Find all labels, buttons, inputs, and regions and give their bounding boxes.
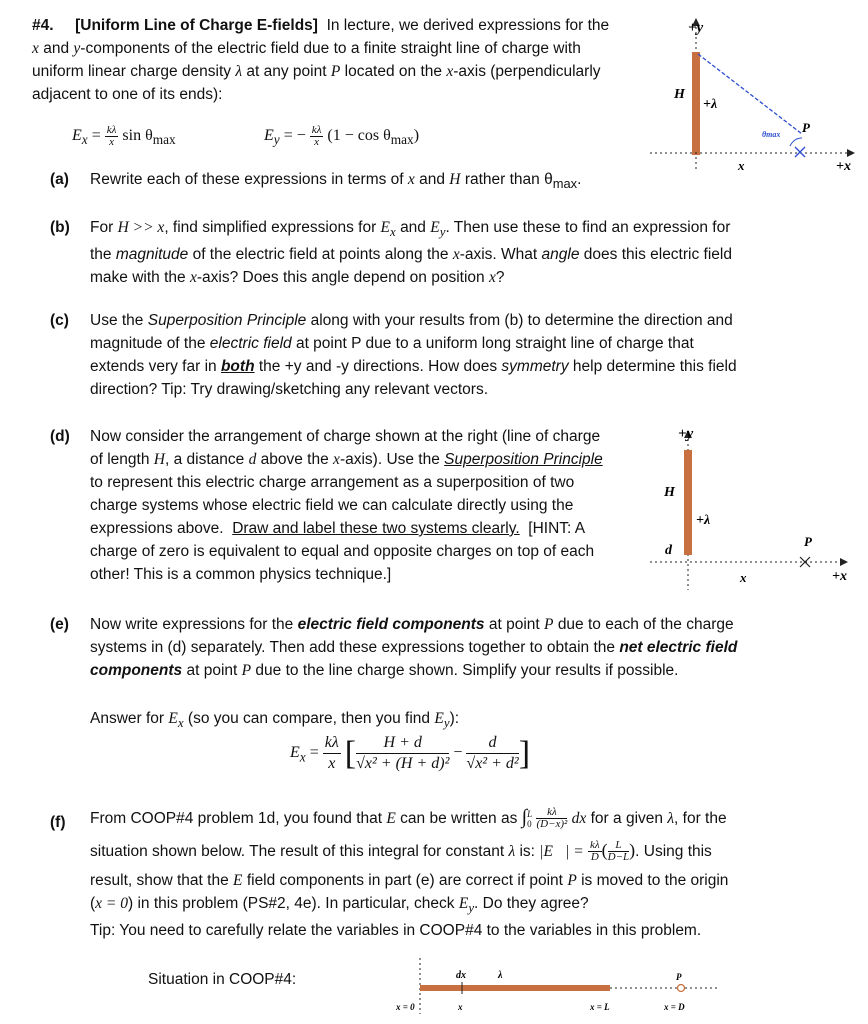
text: along with your results from (b) to determine the direction and (310, 312, 733, 329)
text: the (90, 246, 112, 264)
intro-text: and (43, 40, 70, 57)
fraction (105, 125, 119, 148)
text: to represent this electric charge arrangement as a superposition of two (90, 474, 575, 491)
text: can be written as (400, 810, 518, 827)
text: is: (519, 843, 535, 860)
text: Rewrite each of these expressions in terms of (90, 171, 404, 188)
text: help determine this field (572, 358, 737, 375)
part-a-text (90, 168, 830, 195)
var: y (73, 40, 81, 57)
text: other! This is a common physics technique.] (90, 566, 392, 583)
text: rather than θ (464, 171, 553, 188)
situation-label: Situation in COOP#4: (148, 971, 297, 988)
eq-symbol: E (290, 744, 300, 762)
part-e-label: (e) (50, 616, 69, 633)
text: , a distance (164, 451, 245, 468)
numerator: kλ (311, 123, 322, 136)
part-f-label: (f) (50, 814, 66, 831)
line-charge-rod (420, 985, 610, 991)
x-axis-arrow (847, 149, 855, 157)
sub: max (552, 176, 578, 192)
eq-symbol: max (152, 132, 176, 148)
equation-ex (72, 124, 176, 151)
text: magnitude (115, 246, 189, 264)
text: . (577, 171, 582, 188)
problem-title: [Uniform Line of Charge E-fields] (75, 17, 318, 34)
eq-symbol: E (72, 127, 82, 144)
eq-symbol: = (91, 127, 101, 144)
var: x (488, 269, 496, 287)
text: -axis. What (459, 246, 538, 264)
text: result, show that the (90, 872, 229, 889)
label-plus-lambda: +λ (703, 97, 718, 112)
text: Superposition Principle (444, 451, 603, 468)
text: Draw and label these two systems clearly. (232, 520, 520, 537)
part-b-label: (b) (50, 219, 70, 236)
text: at point (186, 662, 238, 679)
problem-number: #4. (32, 17, 54, 34)
var: E (380, 219, 391, 236)
eq-symbol: x (299, 749, 306, 765)
integral-limits (527, 809, 532, 829)
denominator: √x² + (H + d)² (356, 755, 450, 772)
intro-text: located on the (344, 63, 443, 80)
text: for a given (590, 810, 664, 827)
label-P: P (802, 120, 810, 135)
text: From COOP#4 problem 1d, you found that (90, 810, 383, 827)
text: Now consider the arrangement of charge shown at the right (line of charge (90, 428, 601, 445)
text: of the electric field at points along the (192, 246, 449, 264)
part-d-text (90, 425, 650, 586)
part-c-text (90, 309, 840, 401)
part-e-text (90, 613, 850, 682)
text: and (400, 219, 426, 236)
text: components (90, 662, 183, 679)
var: x (390, 224, 396, 240)
text: (so you can compare, then you find (187, 710, 431, 727)
label-d: d (665, 543, 672, 558)
eq-symbol: = (309, 744, 319, 762)
eq-symbol: max (390, 132, 414, 148)
var: λ (508, 843, 516, 860)
text: ? (495, 269, 505, 287)
fraction (323, 733, 341, 774)
label-H: H (664, 485, 675, 500)
var: H (153, 451, 165, 468)
text: Answer for (90, 710, 165, 727)
var: H (449, 171, 461, 188)
text: the +y and -y directions. How does (258, 358, 498, 375)
text: due to each of the charge (557, 616, 734, 633)
intro-text: In lecture, we derived expressions for the (326, 17, 610, 34)
denominator: x (328, 755, 336, 772)
x-axis-arrow (840, 558, 848, 566)
var: P (330, 63, 341, 80)
label-plus-y: +y (688, 20, 704, 36)
eq-symbol: x (81, 132, 88, 148)
fraction (310, 125, 324, 148)
diagram-line-charge-1 (650, 10, 860, 180)
var: x = 0 (95, 895, 129, 912)
text: ) in this problem (PS#2, 4e). In particular, check (128, 895, 455, 912)
text: direction? Tip: Try drawing/sketching any relevant vectors. (90, 381, 489, 398)
intro-text: -components of the electric field due to a finite straight line of charge with (80, 40, 581, 57)
text: above the (260, 451, 329, 468)
denominator: √x² + d² (466, 755, 519, 772)
var: x (446, 63, 454, 80)
part-f-text (90, 806, 860, 942)
label-theta-max: θmax (762, 130, 781, 139)
diagram-line-charge-2 (650, 420, 860, 595)
eq-symbol: ) (413, 127, 420, 144)
var: y (439, 224, 446, 240)
paren-left: ( (601, 840, 608, 860)
label-P: P (676, 972, 682, 982)
eq-symbol: = − (283, 127, 306, 144)
intro-text: adjacent to one of its ends): (32, 86, 223, 103)
denominator: (D−x)² (536, 818, 568, 831)
text: . Using this (635, 843, 712, 860)
text: electric field (209, 335, 292, 352)
eq-symbol: |E⃗| = (539, 843, 584, 860)
line-charge-rod (692, 52, 700, 155)
point-p (678, 985, 685, 992)
var: E (168, 710, 178, 727)
text: charge of zero is equivalent to equal and opposite charges on top of each (90, 543, 595, 560)
var: x (452, 246, 460, 264)
text: Now write expressions for the (90, 616, 294, 633)
numerator: kλ (536, 807, 567, 819)
numerator: d (466, 733, 518, 754)
text: extends very far in (90, 358, 217, 375)
var: E (430, 219, 440, 236)
intro-text: at any point (246, 63, 327, 80)
numerator: kλ (590, 839, 600, 852)
label-H: H (674, 87, 685, 102)
label-plus-x: +x (832, 569, 847, 584)
eq-symbol: (1 − cos θ (327, 127, 391, 144)
label-x0: x = 0 (396, 1002, 415, 1012)
upper-limit: L (527, 808, 533, 819)
text: [HINT: A (528, 520, 586, 537)
label-lambda: λ (498, 970, 503, 981)
var: x (32, 40, 39, 57)
var: P (241, 662, 252, 679)
text: is moved to the origin (581, 872, 729, 889)
text: does this electric field (583, 246, 732, 264)
intro-text: uniform linear charge density (32, 63, 232, 80)
var: λ (667, 810, 675, 827)
bracket-right: ] (518, 735, 531, 772)
var: λ (235, 63, 243, 80)
text: For (90, 219, 114, 236)
var: y (443, 715, 450, 731)
fraction (588, 840, 602, 863)
numerator: kλ (106, 123, 117, 136)
var: x (407, 171, 415, 188)
label-P: P (804, 534, 812, 549)
paren-right: ) (629, 840, 636, 860)
text: field components in part (e) are correct if point (246, 872, 563, 889)
fraction (608, 840, 629, 863)
text: , for the (674, 810, 727, 827)
text: electric field components (297, 616, 485, 633)
label-x: x (738, 158, 745, 173)
label-x: x (740, 570, 747, 585)
problem-intro (32, 14, 652, 106)
part-d-label: (d) (50, 428, 70, 445)
text: due to the line charge shown. Simplify your results if possible. (255, 662, 679, 679)
text: angle (541, 246, 580, 264)
denominator: D (590, 851, 599, 864)
part-a-label: (a) (50, 171, 69, 188)
text: -axis). Use the (339, 451, 440, 468)
integral-sign: ∫ (521, 806, 528, 828)
label-dx: dx (456, 970, 466, 981)
var: H >> x (117, 219, 165, 236)
var: x (189, 269, 197, 287)
text: net electric field (619, 639, 738, 656)
var: d (248, 451, 257, 468)
eq-symbol: sin θ (122, 127, 153, 144)
eq-symbol: E (264, 127, 274, 144)
dashed-line (698, 54, 802, 134)
diagram-coop4 (380, 956, 740, 1020)
text: ): (449, 710, 460, 727)
numerator: kλ (323, 733, 341, 754)
fraction (536, 807, 567, 830)
text: . Then use these to find an expression for (445, 219, 731, 236)
var: P (567, 872, 577, 889)
var: y (468, 900, 475, 916)
text: symmetry (501, 358, 569, 375)
label-xL: x = L (590, 1002, 610, 1012)
text: ( (90, 895, 96, 912)
text: systems in (d) separately. Then add these expressions together to obtain the (90, 639, 616, 656)
part-c-label: (c) (50, 312, 69, 329)
text: make with the (90, 269, 186, 287)
denominator: D−L (607, 851, 630, 864)
fraction (356, 733, 449, 774)
text: of length (90, 451, 150, 468)
intro-text: -axis (perpendicularly (453, 63, 601, 80)
lower-limit: 0 (527, 818, 532, 829)
var: E (434, 710, 444, 727)
text: Superposition Principle (147, 312, 307, 329)
var: x (333, 451, 340, 468)
label-plus-y: +y (678, 426, 694, 442)
text: at point (488, 616, 540, 633)
text: and (419, 171, 445, 188)
text: situation shown below. The result of this integral for constant (90, 843, 505, 860)
text: at point P due to a uniform long straight line of charge that (295, 335, 694, 352)
text: charge systems whose electric field we can calculate directly using the (90, 497, 574, 514)
angle-arc (790, 138, 802, 146)
text: expressions above. (90, 520, 224, 537)
var: x (177, 715, 184, 731)
eq-symbol: y (273, 132, 280, 148)
denominator: x (109, 135, 114, 148)
numerator: L (608, 840, 629, 852)
label-xD: x = D (664, 1002, 685, 1012)
fraction (466, 733, 518, 774)
bracket-left: [ (344, 735, 357, 772)
eq-symbol: − (453, 744, 463, 762)
numerator: H + d (356, 733, 449, 754)
answer-line (90, 707, 590, 734)
var: E (233, 872, 243, 889)
text: , find simplified expressions for (164, 219, 377, 236)
equation-ey (264, 124, 419, 151)
text: . Do they agree? (474, 895, 589, 912)
answer-equation (290, 733, 530, 774)
var: dx (571, 810, 587, 827)
text: magnitude of the (90, 335, 206, 352)
text: Use the (90, 312, 144, 329)
text: Tip: You need to carefully relate the variables in COOP#4 to the variables in this problem. (90, 922, 702, 940)
var: P (544, 616, 554, 633)
label-x: x (458, 1002, 463, 1012)
line-charge-rod (684, 450, 692, 555)
text: -axis? Does this angle depend on position (196, 269, 485, 287)
denominator: x (314, 135, 320, 148)
label-plus-lambda: +λ (696, 513, 711, 528)
part-b-text (90, 216, 840, 289)
text: both (220, 358, 255, 375)
label-plus-x: +x (836, 159, 851, 174)
var: E (458, 895, 469, 912)
var: E (386, 810, 396, 827)
